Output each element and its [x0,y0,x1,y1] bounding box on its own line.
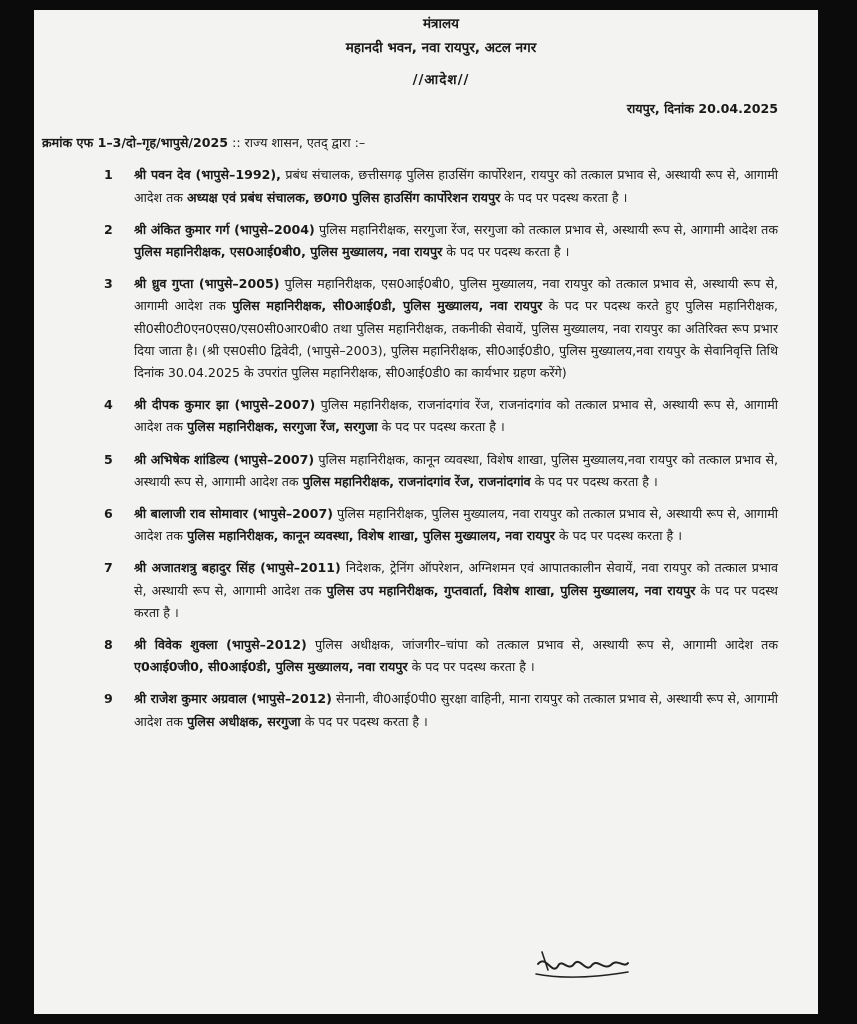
item-number: 1 [104,167,113,183]
item-text: पुलिस महानिरीक्षक, सरगुजा रेंज, सरगुजा को तत्काल प्रभाव से, अस्थायी रूप से, आगामी आदेश तक [314,221,778,237]
item-tail: के पद पर पदस्थ करता है । [500,189,628,205]
order-item-1 [104,164,778,208]
item-text: पुलिस अधीक्षक, जांजगीर–चांपा को तत्काल प्रभाव से, अस्थायी रूप से, आगामी आदेश तक [306,637,779,653]
item-tail: के पद पर पदस्थ करता है । [300,713,428,729]
new-post: पुलिस महानिरीक्षक, सी0आई0डी, पुलिस मुख्यालय, नवा रायपुर [232,298,543,314]
item-number: 3 [104,276,113,292]
item-number: 9 [104,691,113,707]
item-number: 2 [104,221,113,237]
item-tail: के पद पर पदस्थ करते हुए पुलिस महानिरीक्षक, सी0सी0टी0एन0एस0/एस0सी0आर0बी0 तथा पुलिस महानिरीक्षक, तकनीकी सेवायें, पुलिस मुख्यालय, नवा रायपुर का अतिरिक्त रूप प्रभार दिया जाता है। (श्री एस0सी0 द्विवेदी, (भापुसे–2003), पुलिस महानिरीक्षक, सी0आई0डी0, पुलिस मुख्यालय,नवा रायपुर के सेवानिवृत्ति तिथि दिनांक 30.04.2025 के उपरांत पुलिस महानिरीक्षक, सी0आई0डी0 का कार्यभार ग्रहण करेंगे) [134,298,778,381]
item-tail: के पद पर पदस्थ करता है । [554,528,683,544]
item-number: 7 [104,560,113,576]
officer-name: श्री बालाजी राव सोमावार (भापुसे–2007) [134,506,333,522]
ministry-address: महानदी भवन, नवा रायपुर, अटल नगर [345,40,537,56]
item-text: सेनानी, वी0आई0पी0 सुरक्षा वाहिनी, माना रायपुर को तत्काल प्रभाव से, अस्थायी रूप से, आगामी आदेश तक [134,691,778,729]
reference-number: क्रमांक एफ 1–3/दो–गृह/भापुसे/2025 [42,135,229,151]
order-item-8 [104,634,778,678]
officer-name: श्री ध्रुव गुप्ता (भापुसे–2005) [134,276,280,292]
ministry-heading: मंत्रालय [422,16,459,32]
item-tail: के पद पर पदस्थ करता है । [134,582,778,620]
officer-name: श्री पवन देव (भापुसे–1992), [134,167,281,183]
order-item-6 [104,503,778,547]
item-number: 8 [104,637,113,653]
order-item-4 [104,394,778,438]
new-post: पुलिस महानिरीक्षक, एस0आई0बी0, पुलिस मुख्यालय, नवा रायपुर [134,244,443,260]
item-text: पुलिस महानिरीक्षक, कानून व्यवस्था, विशेष शाखा, पुलिस मुख्यालय,नवा रायपुर को तत्काल प्रभाव से, अस्थायी रूप से, आगामी आदेश तक [134,451,779,489]
new-post: पुलिस महानिरीक्षक, सरगुजा रेंज, सरगुजा [186,419,378,435]
item-text: प्रबंध संचालक, छत्तीसगढ़ पुलिस हाउसिंग कार्पोरेशन, रायपुर को तत्काल प्रभाव से, अस्थायी रूप से, आगामी आदेश तक [134,167,779,205]
order-title: //आदेश// [412,72,470,88]
item-text: पुलिस महानिरीक्षक, राजनांदगांव रेंज, राजनांदगांव को तत्काल प्रभाव से, अस्थायी रूप से, आगामी आदेश तक [134,397,778,435]
officer-name: श्री अभिषेक शांडिल्य (भापुसे–2007) [134,451,315,467]
order-item-5 [104,449,778,493]
item-tail: के पद पर पदस्थ करता है । [442,244,570,260]
item-number: 4 [104,397,113,413]
item-number: 6 [104,506,113,522]
new-post: ए0आई0जी0, सी0आई0डी, पुलिस मुख्यालय, नवा रायपुर [134,659,408,675]
officer-name: श्री राजेश कुमार अग्रवाल (भापुसे–2012) [134,691,332,707]
new-post: पुलिस महानिरीक्षक, कानून व्यवस्था, विशेष शाखा, पुलिस मुख्यालय, नवा रायपुर [186,528,555,544]
item-tail: के पद पर पदस्थ करता है । [407,659,535,675]
order-item-2 [104,219,778,263]
item-number: 5 [104,451,113,467]
signature [532,946,632,986]
officer-name: श्री विवेक शुक्ला (भापुसे–2012) [134,637,307,653]
order-item-7 [104,557,778,624]
new-post: पुलिस अधीक्षक, सरगुजा [186,713,301,729]
order-date: रायपुर, दिनांक 20.04.2025 [626,101,778,116]
new-post: अध्यक्ष एवं प्रबंध संचालक, छ0ग0 पुलिस हाउसिंग कार्पोरेशन रायपुर [186,189,501,205]
new-post: पुलिस महानिरीक्षक, राजनांदगांव रेंज, राजनांदगांव [302,473,531,489]
officer-name: श्री अंकित कुमार गर्ग (भापुसे–2004) [134,221,315,237]
item-tail: के पद पर पदस्थ करता है । [377,419,505,435]
order-document [34,10,818,1014]
officer-name: श्री अजातशत्रु बहादुर सिंह (भापुसे–2011) [134,560,341,576]
order-item-3 [104,273,778,384]
reference-text: :: राज्य शासन, एतद् द्वारा :– [232,135,366,151]
order-item-9 [104,688,778,732]
item-text: पुलिस महानिरीक्षक, पुलिस मुख्यालय, नवा रायपुर को तत्काल प्रभाव से, अस्थायी रूप से, आगामी आदेश तक [134,506,778,544]
officer-name: श्री दीपक कुमार झा (भापुसे–2007) [134,397,316,413]
new-post: पुलिस उप महानिरीक्षक, गुप्तवार्ता, विशेष शाखा, पुलिस मुख्यालय, नवा रायपुर [326,582,696,598]
reference-line [42,132,778,154]
item-text: पुलिस महानिरीक्षक, एस0आई0बी0, पुलिस मुख्यालय, नवा रायपुर को तत्काल प्रभाव से, अस्थायी रूप से, आगामी आदेश तक [134,276,778,314]
item-tail: के पद पर पदस्थ करता है । [530,473,658,489]
item-text: निदेशक, ट्रेनिंग ऑपरेशन, अग्निशमन एवं आपातकालीन सेवायें, नवा रायपुर को तत्काल प्रभाव से, अस्थायी रूप से, आगामी आदेश तक [134,560,778,598]
